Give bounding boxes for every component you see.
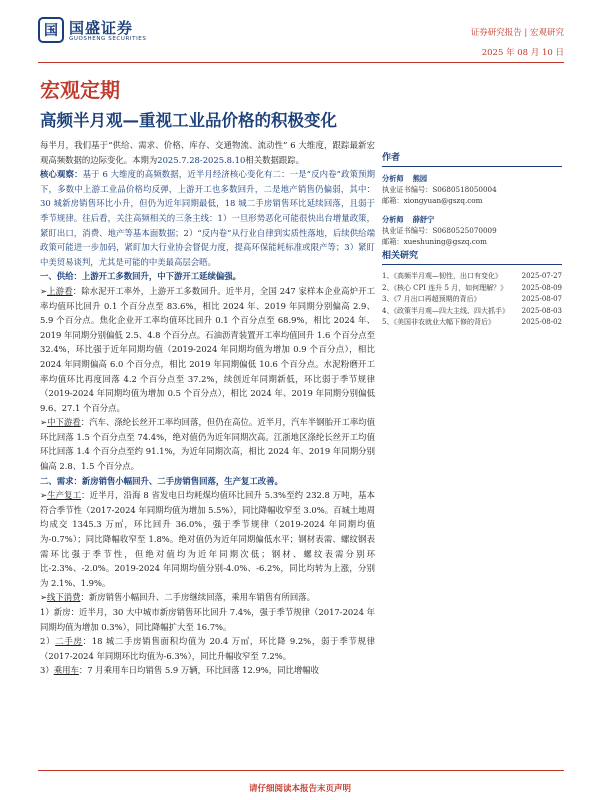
downstream-label: 中下游看 bbox=[47, 417, 81, 428]
page-header bbox=[0, 0, 600, 80]
related-item[interactable] bbox=[382, 283, 562, 295]
intro-period: 2025.7.28-2025.8.10 bbox=[157, 154, 246, 165]
analyst-1-email[interactable]: 邮箱：xiongyuan@gszq.com bbox=[382, 196, 483, 205]
analyst-1-role: 分析师 bbox=[382, 174, 404, 183]
section-1-heading-text: 一、供给：上游开工多数回升，中下游开工延续偏强。 bbox=[40, 271, 241, 282]
second-hand-item bbox=[40, 634, 375, 663]
related-item-date: 2025-08-03 bbox=[521, 306, 562, 315]
car-label: 乘用车 bbox=[53, 665, 79, 676]
upstream-label: 上游看 bbox=[47, 285, 73, 296]
section-1-downstream: ➢中下游看：汽车、涤纶长丝开工率均回落，但仍在高位。近半月，汽车半钢胎开工率均值环比回落 1.5 个百分点至 74.4%，绝对值仍为近年同期次高。江浙地区涤纶长丝开工均值环比回落 1.4 个百分点至约 91.1%，为近年同期次高，相比 2024 年、2019 年同期分别偏高 2.8、1.5 个百分点。 bbox=[40, 417, 376, 472]
second-hand-text: ：18 城二手房销售面积均值为 20.4 万㎡，环比降 9.2%，弱于季节规律（2017-2024 年同期环比均值为-6.3%），同比升幅收窄至 7.2%。 bbox=[40, 636, 376, 661]
production-label: 生产复工 bbox=[47, 490, 82, 501]
section-label: 宏观定期 bbox=[40, 78, 120, 102]
car-prefix: 3） bbox=[40, 665, 54, 676]
company-name-en: GUOSHENG SECURITIES bbox=[69, 36, 147, 42]
intro-paragraph bbox=[40, 138, 375, 167]
report-title: 高频半月观—重视工业品价格的积极变化 bbox=[40, 111, 337, 130]
page-footer bbox=[0, 770, 600, 800]
report-date: 2025 年 08 月 10 日 bbox=[481, 48, 564, 58]
related-item-title: 1、《高频半月观—韧性，出口有变化》 bbox=[382, 272, 502, 280]
consumption-text: ：新房销售小幅回升、二手房继续回落，乘用车销售有所回落。 bbox=[80, 592, 316, 603]
analyst-2-license: 执业证书编号：S0680525070009 bbox=[382, 226, 497, 235]
related-item-title: 5、《美国非农就业大幅下修的背后》 bbox=[382, 318, 495, 326]
related-item-title: 4、《政策半月观—四大主线、四大抓手》 bbox=[382, 306, 509, 315]
footer-disclaimer: 请仔细阅读本报告末页声明 bbox=[248, 784, 351, 794]
section-2-consumption: ➢线下消费：新房销售小幅回升、二手房继续回落，乘用车销售有所回落。 bbox=[40, 592, 316, 603]
section-1-upstream: ➢上游看：除水泥开工率外，上游开工多数回升。近半月，全国 247 家样本企业高炉开工率均值环比回升 0.1 个百分点至 83.6%，相比 2024 年、2019 年同期分别偏高 2.9、5.9 个百分点。焦化企业开工率均值环比回升 0.1 个百分点至 68.9%，相比 2024 年、2019 年同期分别偏低 2.5、4.8 个百分点。石油沥青装置开工率均值回升 1.6 个百分点至 32.4%，环比强于近年同期均值（2019-2024 年同期均值为增加 0.9 个百分点），相比 2024 年同期偏高 6.0 个百分点，相比 2019 年同期偏低 10.6 个百分点。水泥粉磨开工率均值环比再度回落 4.2 个百分点至 37.2%，续创近年同期新低，环比弱于季节规律（2019-2024 年同期均值为增加 0.5 个百分点），相比 2024 年、2019 年同期分别偏低 9.6、27.1 个百分点。 bbox=[40, 285, 375, 413]
logo-icon: 国 bbox=[38, 17, 64, 43]
car-item bbox=[40, 663, 375, 678]
intro-text: 每半月，我们基于“供给、需求、价格、库存、交通物流、流动性” 6 大维度，跟踪最新宏观高频数据的边际变化。本期为 bbox=[40, 140, 375, 165]
upstream-text: ：除水泥开工率外，上游开工多数回升。近半月，全国 247 家样本企业高炉开工率均值环比回升 0.1 个百分点至 83.6%，相比 2024 年、2019 年同期分别偏高 2.9、5.9 个百分点。焦化企业开工率均值环比回升 0.1 个百分点至 68.9%，相比 2024 年、2019 年同期分别偏低 2.5、4.8 个百分点。石油沥青装置开工率均值回升 1.6 个百分点至 32.4%，环比强于近年同期均值（2019-2024 年同期均值为增加 0.9 个百分点），相比 2024 年同期偏高 6.0 个百分点，相比 2019 年同期偏低 10.6 个百分点。水泥粉磨开工率均值环比再度回落 4.2 个百分点至 37.2%，续创近年同期新低，环比弱于季节规律（2019-2024 年同期均值为增加 0.5 个百分点），相比 2024 年、2019 年同期分别偏低 9.6、27.1 个百分点。 bbox=[40, 285, 375, 413]
author-panel bbox=[382, 150, 562, 247]
analyst-1 bbox=[382, 173, 562, 184]
section-2-heading bbox=[40, 474, 375, 489]
footer-divider bbox=[38, 770, 564, 771]
related-item[interactable] bbox=[382, 271, 562, 283]
company-logo bbox=[38, 17, 163, 47]
analyst-1-name: 熊园 bbox=[412, 174, 428, 183]
analyst-2 bbox=[382, 214, 562, 225]
related-item-date: 2025-08-02 bbox=[521, 318, 562, 326]
section-2-production: ➢生产复工：近半月，沿海 8 省发电日均耗煤均值环比回升 5.3%至约 232.8 万吨，基本符合季节性（2017-2024 年同期均值为增加 5.5%），同比降幅收窄至 3.0%。百城土地周均成交 1345.3 万㎡，环比回升 36.0%，强于季节规律（2019-2024 年同期均值为-0.7%）；同比降幅收窄至 1.8%。绝对值仍为近年同期偏低水平；钢材表需、螺纹钢表需环比强于季节性，但绝对值均为近年同期次低；钢材、螺纹表需分别环比-2.3%、-2.0%。2019-2024 年同期均值分别-4.0%、-6.2%，同比均转为上涨，分别为 2.1%、1.9%。 bbox=[40, 490, 376, 588]
consumption-label: 线下消费 bbox=[47, 592, 81, 603]
header-divider bbox=[38, 62, 564, 63]
analyst-1-license: 执业证书编号：S0680518050004 bbox=[382, 185, 497, 194]
analyst-2-role: 分析师 bbox=[382, 215, 404, 224]
second-hand-prefix: 2） bbox=[40, 636, 56, 647]
related-item-title: 3、《7 月出口再超预期的背后》 bbox=[382, 295, 481, 303]
summary-text: 基于 6 大维度的高频数据，近半月经济核心变化有二：一是“反内卷”政策预期下，多数中上游工业品价格均反弹，上游开工也多数回升，二是地产销售仍偏弱，其中：30 城新房销售环比小升，但仍为近年同期最低，18 城二手房销售环比延续回落，且弱于季节规律。往后看，关注高频相关的三条主线：1）一旦形势恶化可能很快出台增量政策，紧盯出口，消费、地产等基本面数据；2）“反内卷”从行业自律到实质性落地，后续供给端政策可能进一步加码，紧盯加大行业协会督促力度，提高环保能耗标准或限产等；3）紧盯中美贸易谈判，尤其是可能的中美最高层会晤。 bbox=[40, 169, 376, 267]
downstream-text: ：汽车、涤纶长丝开工率均回落，但仍在高位。近半月，汽车半钢胎开工率均值环比回落 1.5 个百分点至 74.4%，绝对值仍为近年同期次高。江浙地区涤纶长丝开工均值环比回落 1.4 个百分点至约 91.1%，为近年同期次高，相比 2024 年、2019 年同期分别偏高 2.8、1.5 个百分点。 bbox=[40, 417, 376, 472]
intro-tail: 相关数据跟踪。 bbox=[245, 154, 304, 165]
author-heading: 作者 bbox=[382, 150, 562, 167]
company-name-cn: 国盛证券 bbox=[69, 19, 134, 37]
analyst-2-name: 薛舒宁 bbox=[412, 215, 435, 224]
related-research-panel bbox=[382, 248, 562, 329]
related-item-title: 2、《核心 CPI 连升 5 月，如何理解？》 bbox=[382, 283, 508, 292]
section-1-heading bbox=[40, 269, 375, 284]
related-item[interactable] bbox=[382, 317, 562, 329]
report-type: 证券研究报告 | 宏观研究 bbox=[470, 28, 564, 38]
report-body bbox=[40, 138, 375, 678]
related-item[interactable] bbox=[382, 306, 562, 318]
related-item-date: 2025-08-07 bbox=[521, 295, 562, 303]
summary-label: 核心观察： bbox=[40, 169, 83, 180]
related-item-date: 2025-08-09 bbox=[521, 283, 562, 292]
production-text: ：近半月，沿海 8 省发电日均耗煤均值环比回升 5.3%至约 232.8 万吨，基本符合季节性（2017-2024 年同期均值为增加 5.5%），同比降幅收窄至 3.0%。百城土地周均成交 1345.3 万㎡，环比回升 36.0%，强于季节规律（2019-2024 年同期均值为-0.7%）；同比降幅收窄至 1.8%。绝对值仍为近年同期偏低水平；钢材表需、螺纹钢表需环比强于季节性，但绝对值均为近年同期次低；钢材、螺纹表需分别环比-2.3%、-2.0%。2019-2024 年同期均值分别-4.0%、-6.2%，同比均转为上涨，分别为 2.1%、1.9%。 bbox=[40, 490, 376, 588]
related-item[interactable] bbox=[382, 294, 562, 306]
related-heading: 相关研究 bbox=[382, 248, 562, 265]
summary-paragraph bbox=[40, 167, 375, 269]
related-item-date: 2025-07-27 bbox=[521, 272, 562, 280]
new-home-item: 1）新房：近半月，30 大中城市新房销售环比回升 7.4%，强于季节规律（2017-2024 年同期均值为增加 0.3%），同比降幅扩大至 16.7%。 bbox=[40, 607, 375, 632]
section-2-heading-text: 二、需求：新房销售小幅回升、二手房销售回落，生产复工改善。 bbox=[40, 475, 283, 486]
analyst-2-email[interactable]: 邮箱：xueshuning@gszq.com bbox=[382, 237, 487, 246]
car-text: ：7 月乘用车日均销售 5.9 万辆，环比回落 12.9%，同比增幅收 bbox=[78, 665, 319, 676]
second-hand-label: 二手房 bbox=[55, 636, 83, 647]
